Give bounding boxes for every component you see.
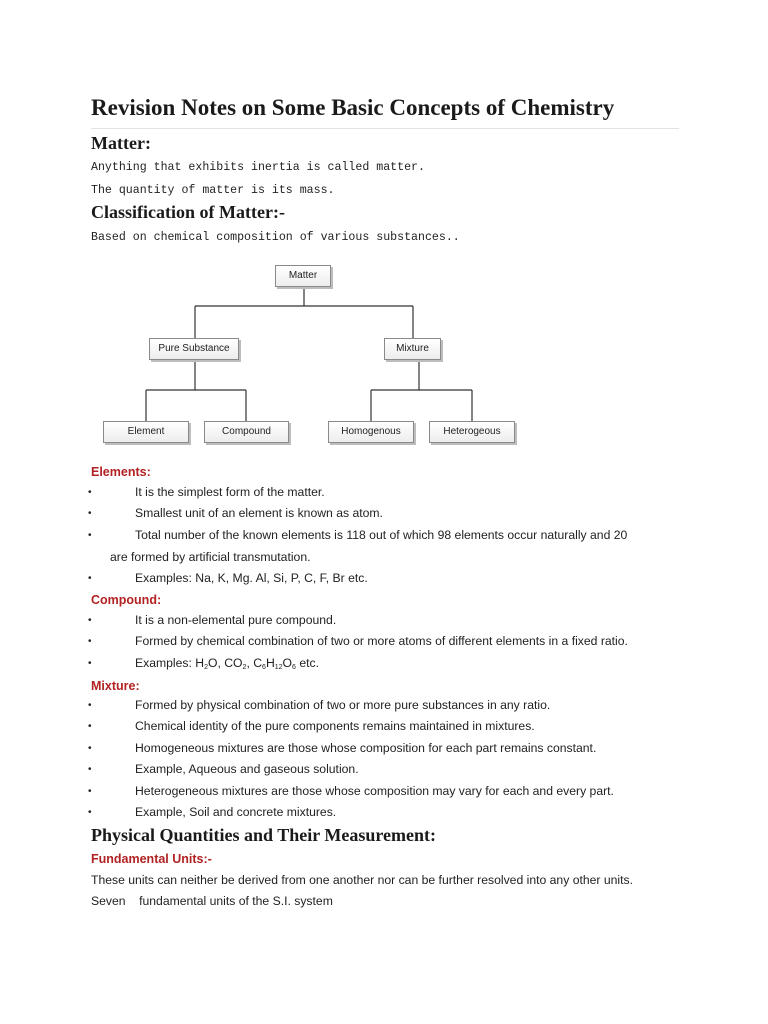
- list-item: • Total number of the known elements is 118 out of which 98 elements occur naturally and 20: [0, 525, 768, 546]
- fundamental-units-description: These units can neither be derived from one another nor can be further resolved into any other units.: [91, 873, 633, 887]
- bullet-icon: •: [88, 636, 92, 648]
- bullet-icon: •: [88, 615, 92, 626]
- elements-list-cont: [0, 568, 768, 589]
- node-heterogeous: Heterogeous: [429, 421, 515, 443]
- compound-heading: Compound:: [91, 593, 162, 607]
- list-item: • Homogeneous mixtures are those whose composition for each part remains constant.: [0, 738, 768, 759]
- list-item: • Heterogeneous mixtures are those whose composition may vary for each and every part.: [0, 781, 768, 802]
- bullet-icon: •: [88, 721, 92, 733]
- list-item: • It is the simplest form of the matter.: [0, 482, 768, 503]
- bullet-icon: •: [88, 573, 92, 584]
- list-item: • Example, Aqueous and gaseous solution.: [0, 759, 768, 780]
- bullet-icon: •: [88, 806, 92, 818]
- bullet-icon: •: [88, 487, 92, 498]
- node-compound: Compound: [204, 421, 289, 443]
- node-element: Element: [103, 421, 189, 443]
- list-item: • Chemical identity of the pure components remains maintained in mixtures.: [0, 716, 768, 737]
- node-mixture: Mixture: [384, 338, 441, 360]
- page-title: Revision Notes on Some Basic Concepts of Chemistry: [91, 95, 615, 120]
- mixture-list: [0, 695, 768, 823]
- list-item: • Formed by physical combination of two or more pure substances in any ratio.: [0, 695, 768, 716]
- classification-diagram: [0, 0, 768, 460]
- bullet-icon: •: [88, 700, 92, 711]
- mixture-heading: Mixture:: [91, 679, 140, 693]
- list-item: [0, 653, 768, 674]
- matter-mass: The quantity of matter is its mass.: [91, 184, 335, 197]
- list-item: • Formed by chemical combination of two or more atoms of different elements in a fixed ratio.: [0, 631, 768, 652]
- elements-heading: Elements:: [91, 465, 151, 479]
- node-matter: Matter: [275, 265, 331, 287]
- node-pure-substance: Pure Substance: [149, 338, 239, 360]
- compound-examples: Examples: $H_2O$, $CO_2$, $C_6H_{12}O_6$ etc.: [135, 655, 319, 671]
- list-item: • Smallest unit of an element is known as atom.: [0, 503, 768, 524]
- classification-heading: Classification of Matter:-: [91, 202, 285, 222]
- diagram-connectors: [0, 0, 768, 460]
- title-divider: [91, 128, 679, 129]
- matter-heading: Matter:: [91, 133, 151, 153]
- elements-list: [0, 482, 768, 546]
- compound-list: [0, 610, 768, 674]
- fundamental-units-heading: Fundamental Units:-: [91, 852, 212, 866]
- bullet-icon: •: [88, 785, 92, 797]
- list-item: • It is a non-elemental pure compound.: [0, 610, 768, 631]
- fundamental-units-si: Seven fundamental units of the S.I. system: [91, 894, 333, 908]
- node-homogenous: Homogenous: [328, 421, 414, 443]
- classification-intro: Based on chemical composition of various substances..: [91, 231, 460, 244]
- bullet-icon: •: [88, 764, 92, 776]
- bullet-icon: •: [88, 742, 92, 754]
- bullet-icon: •: [88, 529, 92, 541]
- matter-definition: Anything that exhibits inertia is called matter.: [91, 161, 425, 174]
- bullet-icon: •: [88, 508, 92, 520]
- bullet-icon: •: [88, 657, 92, 669]
- list-item: • Example, Soil and concrete mixtures.: [0, 802, 768, 823]
- physical-quantities-heading: Physical Quantities and Their Measurement:: [91, 825, 437, 845]
- elements-continuation: are formed by artificial transmutation.: [110, 550, 311, 564]
- list-item: • Examples: Na, K, Mg. Al, Si, P, C, F, Br etc.: [0, 568, 768, 589]
